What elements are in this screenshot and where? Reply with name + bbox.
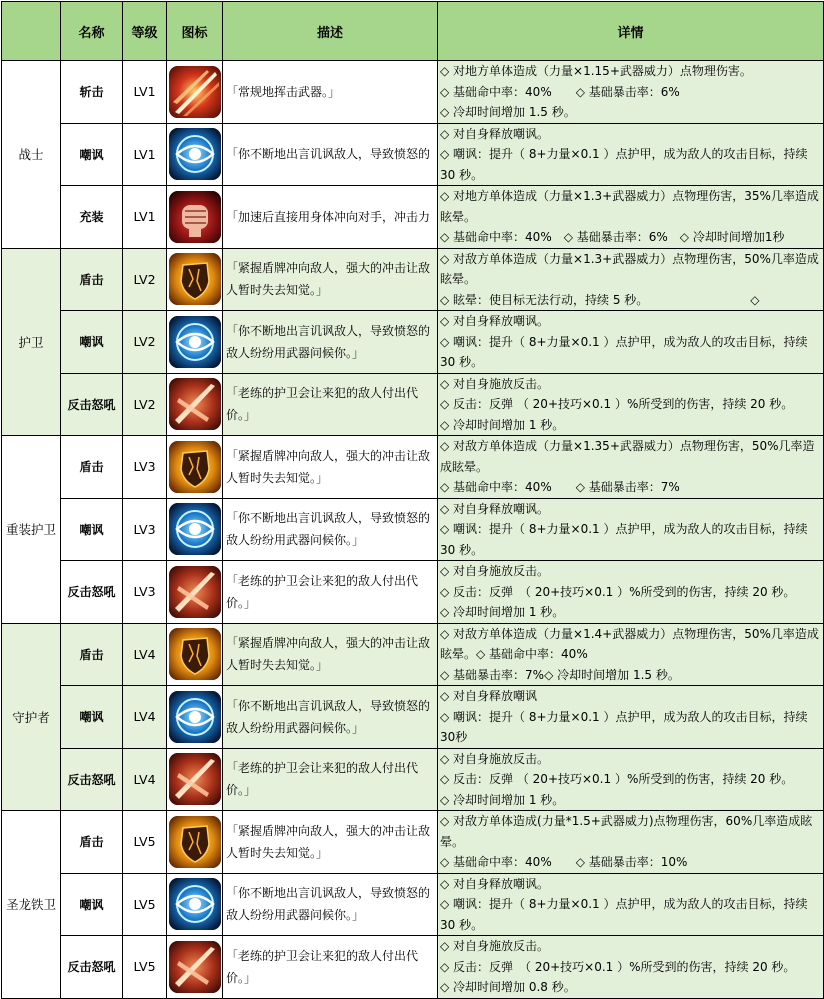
table-row bbox=[2, 561, 824, 624]
shield-icon bbox=[169, 628, 221, 680]
skill-detail-line: ◇ 眩晕：使目标无法行动，持续 5 秒。 ◇ bbox=[440, 292, 760, 307]
skill-description-text: 「紧握盾牌冲向敌人，强大的冲击让敌人暂时失去知觉。」 bbox=[226, 448, 431, 485]
skill-icon-cell bbox=[167, 248, 223, 311]
eye-icon bbox=[169, 503, 221, 555]
eye-icon bbox=[169, 691, 221, 743]
skill-description-text: 「你不断地出言讥讽敌人，导致愤怒的 bbox=[226, 147, 431, 162]
skill-detail bbox=[438, 748, 824, 811]
skill-name: 嘲讽 bbox=[61, 686, 123, 749]
skill-detail-line: ◇ 对自身释放嘲讽。 bbox=[440, 126, 550, 141]
skill-description bbox=[223, 186, 438, 249]
skill-detail-line: ◇ 反击：反弹 （ 20+技巧×0.1 ）%所受到的伤害，持续 20 秒。 bbox=[440, 397, 794, 411]
counter-icon bbox=[169, 378, 221, 430]
skill-detail-line: ◇ 冷却时间增加 1.5 秒。 bbox=[440, 105, 576, 119]
skill-description-text: 「紧握盾牌冲向敌人，强大的冲击让敌人暂时失去知觉。」 bbox=[226, 261, 431, 298]
skill-detail bbox=[438, 311, 824, 374]
skill-icon-cell bbox=[167, 498, 223, 561]
skill-detail-line: ◇ 对自身释放嘲讽。 bbox=[440, 501, 550, 516]
class-name: 重装护卫 bbox=[2, 436, 61, 624]
skill-icon-cell bbox=[167, 123, 223, 186]
header-blank bbox=[2, 2, 61, 61]
skill-detail-line: ◇ 反击：反弹 （ 20+技巧×0.1 ）%所受到的伤害，持续 20 秒。 bbox=[440, 584, 796, 599]
table-row bbox=[2, 686, 824, 749]
skill-detail-line: ◇ 对自身施放反击。 bbox=[440, 751, 550, 766]
skill-level: LV2 bbox=[123, 248, 167, 311]
skill-level: LV5 bbox=[123, 873, 167, 936]
class-name: 守护者 bbox=[2, 623, 61, 811]
skill-icon-cell bbox=[167, 436, 223, 499]
skill-detail bbox=[438, 686, 824, 749]
skill-icon-cell bbox=[167, 186, 223, 249]
skill-description bbox=[223, 373, 438, 436]
skill-description bbox=[223, 936, 438, 999]
skill-icon-cell bbox=[167, 748, 223, 811]
skill-detail-line: ◇ 嘲讽：提升（ 8+力量×0.1 ）点护甲，成为敌人的攻击目标，持续 30 秒。 bbox=[440, 147, 808, 182]
skill-name: 反击怒吼 bbox=[61, 936, 123, 999]
skill-name: 反击怒吼 bbox=[61, 748, 123, 811]
skill-name: 嘲讽 bbox=[61, 498, 123, 561]
skill-level: LV3 bbox=[123, 498, 167, 561]
skill-description bbox=[223, 61, 438, 124]
skill-detail-line: ◇ 基础命中率：40% ◇ 基础暴击率：7% bbox=[440, 480, 680, 494]
skill-level: LV2 bbox=[123, 311, 167, 374]
skill-description-text: 「老练的护卫会让来犯的敌人付出代价。」 bbox=[226, 948, 419, 985]
skill-name: 斩击 bbox=[61, 61, 123, 124]
counter-icon bbox=[169, 566, 221, 618]
skill-detail-line: ◇ 嘲讽：提升（ 8+力量×0.1 ）点护甲，成为敌人的攻击目标，持续30秒 bbox=[440, 709, 808, 744]
counter-icon bbox=[169, 941, 221, 993]
table-row bbox=[2, 123, 824, 186]
skill-icon-cell bbox=[167, 373, 223, 436]
skill-name: 反击怒吼 bbox=[61, 373, 123, 436]
eye-icon bbox=[169, 128, 221, 180]
skill-description-text: 「加速后直接用身体冲向对手，冲击力 bbox=[226, 209, 431, 224]
skill-detail bbox=[438, 373, 824, 436]
skill-description-text: 「你不断地出言讥讽敌人，导致愤怒的敌人纷纷用武器问候你。」 bbox=[226, 511, 431, 548]
skill-level: LV1 bbox=[123, 123, 167, 186]
skill-description bbox=[223, 248, 438, 311]
header-row bbox=[2, 2, 824, 61]
table-row bbox=[2, 373, 824, 436]
skill-level: LV5 bbox=[123, 936, 167, 999]
skill-detail-line: ◇ 基础命中率：40% ◇ 基础暴击率：10% bbox=[440, 855, 688, 869]
shield-icon bbox=[169, 816, 221, 868]
skill-icon-cell bbox=[167, 811, 223, 874]
skill-detail-line: ◇ 对敌方单体造成（力量×1.3+武器威力）点物理伤害，50%几率造成眩晕。 bbox=[440, 251, 819, 286]
skill-detail-line: ◇ 嘲讽：提升（ 8+力量×0.1 ）点护甲，成为敌人的攻击目标，持续 30 秒。 bbox=[440, 522, 808, 557]
header-desc: 描述 bbox=[223, 2, 438, 61]
skill-description-text: 「紧握盾牌冲向敌人，强大的冲击让敌人暂时失去知觉。」 bbox=[226, 636, 431, 673]
skill-description-text: 「你不断地出言讥讽敌人，导致愤怒的敌人纷纷用武器问候你。」 bbox=[226, 323, 431, 360]
table-row bbox=[2, 311, 824, 374]
skill-description bbox=[223, 123, 438, 186]
skill-detail bbox=[438, 873, 824, 936]
slash-icon bbox=[169, 66, 221, 118]
skill-icon-cell bbox=[167, 623, 223, 686]
skill-detail bbox=[438, 123, 824, 186]
skill-description-text: 「老练的护卫会让来犯的敌人付出代价。」 bbox=[226, 573, 419, 610]
skill-level: LV5 bbox=[123, 811, 167, 874]
eye-icon bbox=[169, 878, 221, 930]
skill-description bbox=[223, 498, 438, 561]
skill-detail bbox=[438, 436, 824, 499]
skill-description bbox=[223, 623, 438, 686]
skill-detail bbox=[438, 811, 824, 874]
header-level: 等级 bbox=[123, 2, 167, 61]
skill-description-text: 「老练的护卫会让来犯的敌人付出代价。」 bbox=[226, 761, 419, 798]
skill-detail-line: ◇ 冷却时间增加 1 秒。 bbox=[440, 605, 565, 619]
skill-detail-line: ◇ 对地方单体造成（力量×1.15+武器威力）点物理伤害。 bbox=[440, 64, 752, 78]
skill-detail-line: ◇ 对敌方单体造成（力量×1.4+武器威力）点物理伤害，50%几率造成眩晕。◇ 基础命中率：40% bbox=[440, 626, 819, 661]
skill-detail-line: ◇ 冷却时间增加 0.8 秒。 bbox=[440, 980, 576, 994]
skill-detail bbox=[438, 936, 824, 999]
skill-name: 盾击 bbox=[61, 436, 123, 499]
shield-icon bbox=[169, 441, 221, 493]
skill-name: 反击怒吼 bbox=[61, 561, 123, 624]
skill-detail-line: ◇ 对地方单体造成（力量×1.3+武器威力）点物理伤害，35%几率造成眩晕。 bbox=[440, 189, 819, 224]
skill-description-text: 「紧握盾牌冲向敌人，强大的冲击让敌人暂时失去知觉。」 bbox=[226, 823, 431, 860]
skill-level: LV1 bbox=[123, 186, 167, 249]
skill-detail-line: ◇ 对自身施放反击。 bbox=[440, 564, 550, 578]
table-row bbox=[2, 186, 824, 249]
skill-description-text: 「老练的护卫会让来犯的敌人付出代价。」 bbox=[226, 386, 419, 423]
skill-name: 盾击 bbox=[61, 623, 123, 686]
table-row bbox=[2, 248, 824, 311]
skill-icon-cell bbox=[167, 561, 223, 624]
fist-icon bbox=[169, 191, 221, 243]
eye-icon bbox=[169, 316, 221, 368]
skill-detail-line: ◇ 基础暴击率：7%◇ 冷却时间增加 1.5 秒。 bbox=[440, 667, 680, 682]
skills-table bbox=[1, 1, 824, 999]
header-detail: 详情 bbox=[438, 2, 824, 61]
skill-name: 盾击 bbox=[61, 811, 123, 874]
skill-level: LV4 bbox=[123, 748, 167, 811]
skill-icon-cell bbox=[167, 61, 223, 124]
skill-icon-cell bbox=[167, 936, 223, 999]
skill-detail-line: ◇ 嘲讽：提升（ 8+力量×0.1 ）点护甲，成为敌人的攻击目标，持续 30 秒。 bbox=[440, 897, 808, 932]
skill-detail-line: ◇ 对自身释放嘲讽 bbox=[440, 689, 538, 703]
skill-detail-line: ◇ 冷却时间增加 1 秒。 bbox=[440, 792, 565, 807]
class-name: 护卫 bbox=[2, 248, 61, 436]
skill-icon-cell bbox=[167, 311, 223, 374]
skill-description bbox=[223, 873, 438, 936]
skill-description-text: 「常规地挥击武器。」 bbox=[226, 84, 341, 99]
table-row bbox=[2, 748, 824, 811]
skill-level: LV3 bbox=[123, 561, 167, 624]
skill-description-text: 「你不断地出言讥讽敌人，导致愤怒的敌人纷纷用武器问候你。」 bbox=[226, 698, 431, 735]
skill-description bbox=[223, 311, 438, 374]
skill-name: 嘲讽 bbox=[61, 873, 123, 936]
skill-name: 盾击 bbox=[61, 248, 123, 311]
skill-description bbox=[223, 811, 438, 874]
skill-level: LV2 bbox=[123, 373, 167, 436]
skill-detail-line: ◇ 对自身施放反击。 bbox=[440, 939, 550, 953]
skill-icon-cell bbox=[167, 686, 223, 749]
skill-detail-line: ◇ 反击：反弹 （ 20+技巧×0.1 ）%所受到的伤害，持续 20 秒。 bbox=[440, 772, 794, 786]
skill-icon-cell bbox=[167, 873, 223, 936]
skill-detail bbox=[438, 561, 824, 624]
skill-detail-line: ◇ 基础命中率：40% ◇ 基础暴击率：6% bbox=[440, 84, 680, 99]
header-name: 名称 bbox=[61, 2, 123, 61]
skill-detail-line: ◇ 对敌方单体造成(力量*1.5+武器威力)点物理伤害，60%几率造成眩晕。 bbox=[440, 814, 813, 849]
skill-level: LV1 bbox=[123, 61, 167, 124]
skill-name: 充装 bbox=[61, 186, 123, 249]
skill-detail-line: ◇ 反击：反弹 （ 20+技巧×0.1 ）%所受到的伤害，持续 20 秒。 bbox=[440, 959, 796, 974]
table-row bbox=[2, 811, 824, 874]
skill-detail-line: ◇ 对自身释放嘲讽。 bbox=[440, 314, 550, 328]
skill-description bbox=[223, 436, 438, 499]
skill-detail-line: ◇ 冷却时间增加 1 秒。 bbox=[440, 417, 565, 432]
table-row bbox=[2, 61, 824, 124]
skill-description bbox=[223, 748, 438, 811]
skill-detail bbox=[438, 623, 824, 686]
skill-detail bbox=[438, 498, 824, 561]
class-name: 战士 bbox=[2, 61, 61, 249]
skill-detail-line: ◇ 对敌方单体造成（力量×1.35+武器威力）点物理伤害，50%几率造成眩晕。 bbox=[440, 439, 815, 474]
table-row bbox=[2, 623, 824, 686]
skill-detail-line: ◇ 嘲讽：提升（ 8+力量×0.1 ）点护甲，成为敌人的攻击目标，持续 30 秒。 bbox=[440, 334, 808, 369]
class-name: 圣龙铁卫 bbox=[2, 811, 61, 999]
skill-detail bbox=[438, 186, 824, 249]
shield-icon bbox=[169, 253, 221, 305]
table-row bbox=[2, 436, 824, 499]
skill-description bbox=[223, 686, 438, 749]
skill-detail-line: ◇ 对自身释放嘲讽。 bbox=[440, 876, 550, 891]
skill-name: 嘲讽 bbox=[61, 311, 123, 374]
skill-detail bbox=[438, 61, 824, 124]
header-icon: 图标 bbox=[167, 2, 223, 61]
skill-description-text: 「你不断地出言讥讽敌人，导致愤怒的敌人纷纷用武器问候你。」 bbox=[226, 886, 431, 923]
skill-name: 嘲讽 bbox=[61, 123, 123, 186]
skill-level: LV3 bbox=[123, 436, 167, 499]
table-row bbox=[2, 936, 824, 999]
skill-description bbox=[223, 561, 438, 624]
table-row bbox=[2, 498, 824, 561]
skill-detail bbox=[438, 248, 824, 311]
skill-level: LV4 bbox=[123, 686, 167, 749]
skill-detail-line: ◇ 基础命中率：40% ◇ 基础暴击率：6% ◇ 冷却时间增加1秒 bbox=[440, 230, 785, 244]
skill-level: LV4 bbox=[123, 623, 167, 686]
skill-detail-line: ◇ 对自身施放反击。 bbox=[440, 376, 550, 391]
table-row bbox=[2, 873, 824, 936]
counter-icon bbox=[169, 753, 221, 805]
